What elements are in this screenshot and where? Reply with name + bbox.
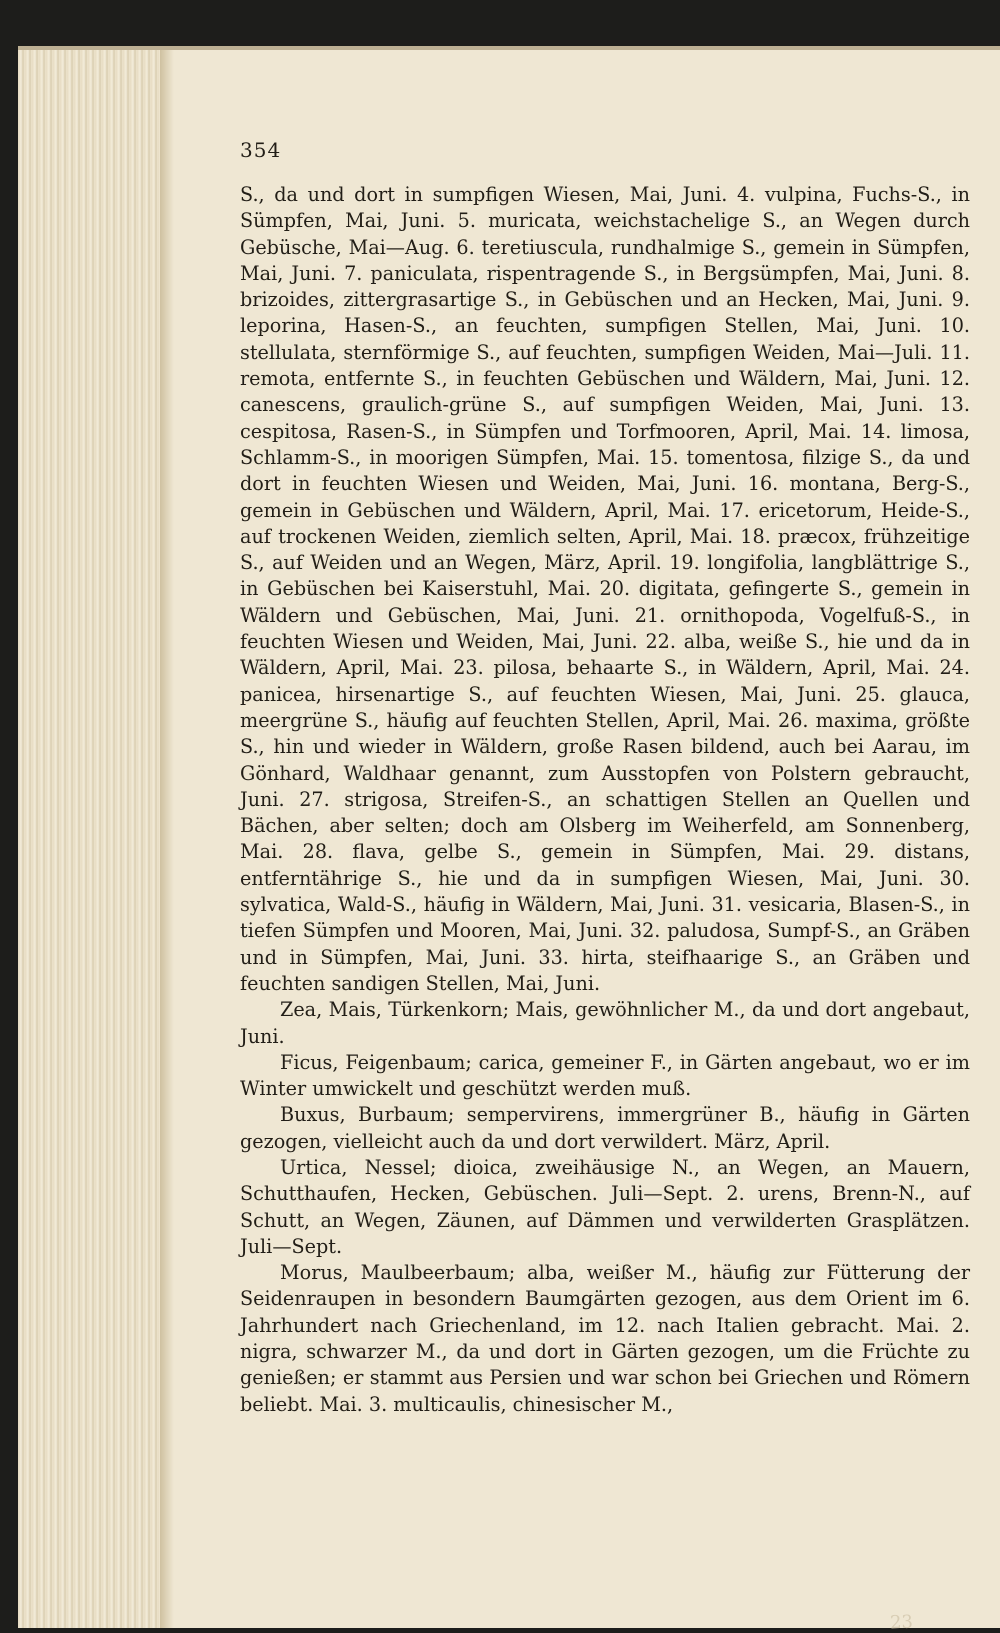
paragraph-buxus: Buxus, Burbaum; sempervirens, immergrüner B., häufig in Gärten gezogen, vielleicht auch da und dort verwildert. März, April. (240, 1103, 970, 1153)
page-content (240, 130, 970, 1633)
paragraph-carex-continued: S., da und dort in sumpfigen Wiesen, Mai, Juni. 4. vulpina, Fuchs-S., in Sümpfen, Mai, Juni. 5. muricata, weichstachelige S., an Wegen durch Gebüsche, Mai—Aug. 6. teretiuscula, rundhalmige S., gemein in Sümpfen, Mai, Juni. 7. paniculata, rispentragende S., in Bergsümpfen, Mai, Juni. 8. brizoides, zittergrasartige S., in Gebüschen und an Hecken, Mai, Juni. 9. leporina, Hasen-S., an feuchten, sumpfigen Stellen, Mai, Juni. 10. stellulata, sternförmige S., auf feuchten, sumpfigen Weiden, Mai—Juli. 11. remota, entfernte S., in feuchten Gebüschen und Wäldern, Mai, Juni. 12. canescens, graulich-grüne S., auf sumpfigen Weiden, Mai, Juni. 13. cespitosa, Rasen-S., in Sümpfen und Torfmooren, April, Mai. 14. limosa, Schlamm-S., in moorigen Sümpfen, Mai. 15. tomentosa, filzige S., da und dort in feuchten Wiesen und Weiden, Mai, Juni. 16. montana, Berg-S., gemein in Gebüschen und Wäldern, April, Mai. 17. ericetorum, Heide-S., auf trockenen Weiden, ziemlich selten, April, Mai. 18. præcox, frühzeitige S., auf Weiden und an Wegen, März, April. 19. longifolia, langblättrige S., in Gebüschen bei Kaiserstuhl, Mai. 20. digitata, gefingerte S., gemein in Wäldern und Gebüschen, Mai, Juni. 21. ornithopoda, Vogelfuß-S., in feuchten Wiesen und Weiden, Mai, Juni. 22. alba, weiße S., hie und da in Wäldern, April, Mai. 23. pilosa, behaarte S., in Wäldern, April, Mai. 24. panicea, hirsenartige S., auf feuchten Wiesen, Mai, Juni. 25. glauca, meergrüne S., häufig auf feuchten Stellen, April, Mai. 26. maxima, größte S., hin und wieder in Wäldern, große Rasen bildend, auch bei Aarau, im Gönhard, Waldhaar genannt, zum Ausstopfen von Polstern gebraucht, Juni. 27. strigosa, Streifen-S., an schattigen Stellen an Quellen und Bächen, aber selten; doch am Olsberg im Weiherfeld, am Sonnenberg, Mai. 28. flava, gelbe S., gemein in Sümpfen, Mai. 29. distans, entferntährige S., hie und da in sumpfigen Wiesen, Mai, Juni. 30. sylvatica, Wald-S., häufig in Wäldern, Mai, Juni. 31. vesicaria, Blasen-S., in tiefen Sümpfen und Mooren, Mai, Juni. 32. paludosa, Sumpf-S., an Gräben und in Sümpfen, Mai, Juni. 33. hirta, steifhaarige S., an Gräben und feuchten sandigen Stellen, Mai, Juni. (240, 183, 970, 995)
paragraph-zea: Zea, Mais, Türkenkorn; Mais, gewöhnlicher M., da und dort angebaut, Juni. (240, 998, 970, 1048)
paragraph-ficus: Ficus, Feigenbaum; carica, gemeiner F., in Gärten angebaut, wo er im Winter umwickelt und geschützt werden muß. (240, 1050, 970, 1101)
body-text (240, 182, 970, 1418)
bleed-through-text: 23 (889, 1611, 914, 1633)
paragraph-urtica: Urtica, Nessel; dioica, zweihäusige N., an Wegen, an Mauern, Schutthaufen, Hecken, Gebüschen. Juli—Sept. 2. urens, Brenn-N., auf Schutt, an Wegen, Zäunen, auf Dämmen und verwilderten Grasplätzen. Juli—Sept. (240, 1155, 970, 1258)
page-edges (18, 50, 168, 1628)
book-gutter (160, 50, 174, 1628)
page-number: 354 (240, 138, 282, 162)
paragraph-morus: Morus, Maulbeerbaum; alba, weißer M., häufig zur Fütterung der Seidenraupen in besondern Baumgärten gezogen, aus dem Orient im 6. Jahrhundert nach Griechenland, im 12. nach Italien gebracht. Mai. 2. nigra, schwarzer M., da und dort in Gärten gezogen, um die Früchte zu genießen; er stammt aus Persien und war schon bei Griechen und Römern beliebt. Mai. 3. multicaulis, chinesischer M., (240, 1261, 970, 1416)
